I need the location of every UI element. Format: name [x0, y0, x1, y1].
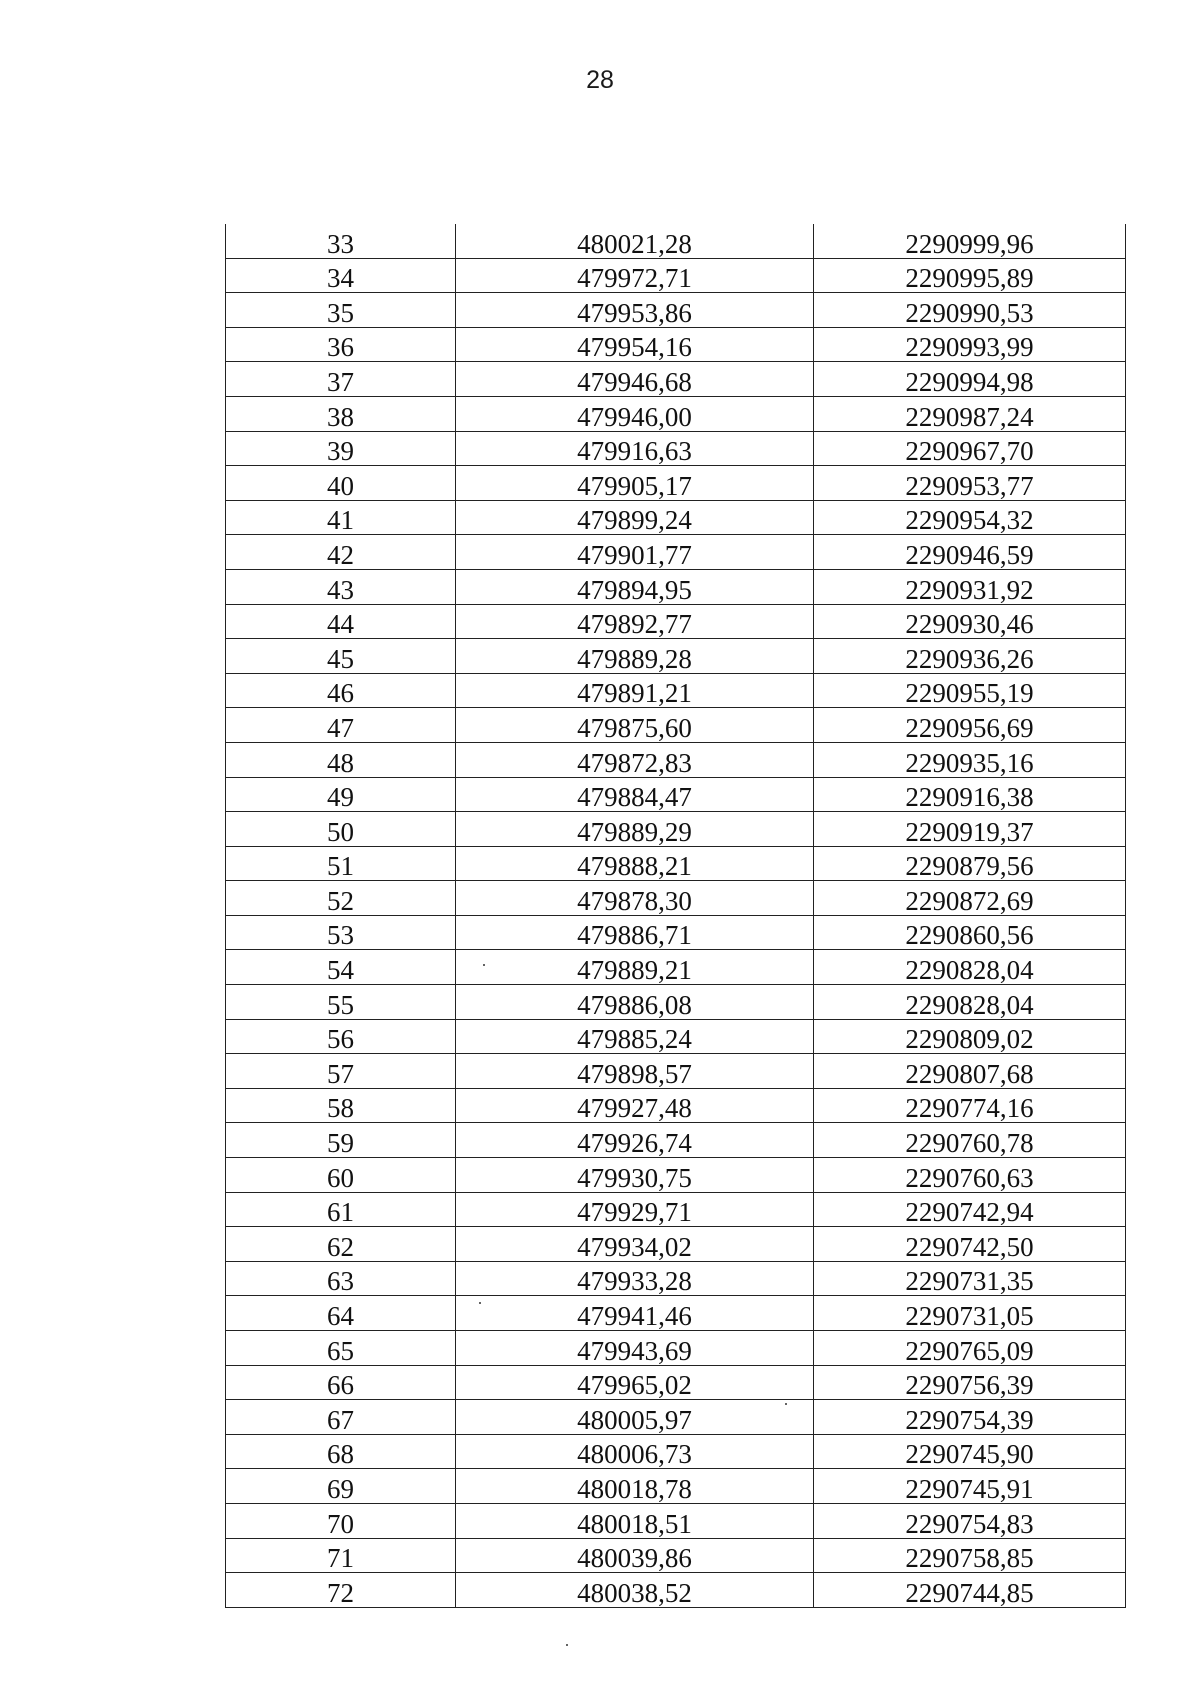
table-row	[226, 327, 1126, 362]
point-number-cell: 41	[226, 500, 456, 535]
table-row	[226, 1573, 1126, 1608]
x-coordinate-cell: 479965,02	[456, 1365, 814, 1400]
point-number-cell: 45	[226, 639, 456, 674]
table-row	[226, 396, 1126, 431]
x-coordinate-cell: 480018,78	[456, 1469, 814, 1504]
x-coordinate-cell: 479972,71	[456, 258, 814, 293]
y-coordinate-cell: 2290872,69	[814, 881, 1126, 916]
x-coordinate-cell: 480038,52	[456, 1573, 814, 1608]
x-coordinate-cell: 479889,21	[456, 950, 814, 985]
x-coordinate-cell: 479886,71	[456, 915, 814, 950]
point-number-cell: 68	[226, 1434, 456, 1469]
x-coordinate-cell: 479946,68	[456, 362, 814, 397]
point-number-cell: 66	[226, 1365, 456, 1400]
y-coordinate-cell: 2290742,94	[814, 1192, 1126, 1227]
table-row	[226, 535, 1126, 570]
point-number-cell: 48	[226, 742, 456, 777]
x-coordinate-cell: 479891,21	[456, 673, 814, 708]
point-number-cell: 42	[226, 535, 456, 570]
y-coordinate-cell: 2290946,59	[814, 535, 1126, 570]
y-coordinate-cell: 2290756,39	[814, 1365, 1126, 1400]
y-coordinate-cell: 2290828,04	[814, 985, 1126, 1020]
scan-speck	[785, 1403, 787, 1405]
x-coordinate-cell: 479929,71	[456, 1192, 814, 1227]
x-coordinate-cell: 479934,02	[456, 1227, 814, 1262]
y-coordinate-cell: 2290760,78	[814, 1123, 1126, 1158]
point-number-cell: 58	[226, 1088, 456, 1123]
x-coordinate-cell: 479872,83	[456, 742, 814, 777]
x-coordinate-cell: 479878,30	[456, 881, 814, 916]
x-coordinate-cell: 479926,74	[456, 1123, 814, 1158]
point-number-cell: 44	[226, 604, 456, 639]
table-row	[226, 673, 1126, 708]
table-row	[226, 1538, 1126, 1573]
point-number-cell: 43	[226, 569, 456, 604]
x-coordinate-cell: 479905,17	[456, 466, 814, 501]
y-coordinate-cell: 2290860,56	[814, 915, 1126, 950]
y-coordinate-cell: 2290774,16	[814, 1088, 1126, 1123]
y-coordinate-cell: 2290999,96	[814, 224, 1126, 258]
y-coordinate-cell: 2290931,92	[814, 569, 1126, 604]
table-row	[226, 1088, 1126, 1123]
point-number-cell: 60	[226, 1158, 456, 1193]
table-row	[226, 950, 1126, 985]
x-coordinate-cell: 479953,86	[456, 293, 814, 328]
point-number-cell: 71	[226, 1538, 456, 1573]
y-coordinate-cell: 2290936,26	[814, 639, 1126, 674]
table-row	[226, 604, 1126, 639]
table-row	[226, 500, 1126, 535]
point-number-cell: 38	[226, 396, 456, 431]
point-number-cell: 69	[226, 1469, 456, 1504]
scan-speck	[566, 1644, 568, 1646]
page-number: 28	[586, 66, 614, 94]
x-coordinate-cell: 479884,47	[456, 777, 814, 812]
table-row	[226, 881, 1126, 916]
table-row	[226, 224, 1126, 258]
table-row	[226, 915, 1126, 950]
table-row	[226, 742, 1126, 777]
table-row	[226, 293, 1126, 328]
point-number-cell: 37	[226, 362, 456, 397]
point-number-cell: 61	[226, 1192, 456, 1227]
table-row	[226, 639, 1126, 674]
point-number-cell: 55	[226, 985, 456, 1020]
scan-speck	[483, 964, 485, 966]
point-number-cell: 36	[226, 327, 456, 362]
table-row	[226, 1123, 1126, 1158]
x-coordinate-cell: 480021,28	[456, 224, 814, 258]
table-row	[226, 1054, 1126, 1089]
table-row	[226, 362, 1126, 397]
y-coordinate-cell: 2290953,77	[814, 466, 1126, 501]
point-number-cell: 56	[226, 1019, 456, 1054]
point-number-cell: 33	[226, 224, 456, 258]
x-coordinate-cell: 479901,77	[456, 535, 814, 570]
y-coordinate-cell: 2290993,99	[814, 327, 1126, 362]
y-coordinate-cell: 2290807,68	[814, 1054, 1126, 1089]
point-number-cell: 39	[226, 431, 456, 466]
point-number-cell: 49	[226, 777, 456, 812]
table-row	[226, 1365, 1126, 1400]
y-coordinate-cell: 2290809,02	[814, 1019, 1126, 1054]
x-coordinate-cell: 480018,51	[456, 1503, 814, 1538]
point-number-cell: 52	[226, 881, 456, 916]
point-number-cell: 67	[226, 1400, 456, 1435]
y-coordinate-cell: 2290987,24	[814, 396, 1126, 431]
point-number-cell: 34	[226, 258, 456, 293]
y-coordinate-cell: 2290967,70	[814, 431, 1126, 466]
point-number-cell: 47	[226, 708, 456, 743]
y-coordinate-cell: 2290731,35	[814, 1261, 1126, 1296]
x-coordinate-cell: 480006,73	[456, 1434, 814, 1469]
y-coordinate-cell: 2290930,46	[814, 604, 1126, 639]
point-number-cell: 59	[226, 1123, 456, 1158]
y-coordinate-cell: 2290879,56	[814, 846, 1126, 881]
y-coordinate-cell: 2290990,53	[814, 293, 1126, 328]
point-number-cell: 62	[226, 1227, 456, 1262]
table-row	[226, 1434, 1126, 1469]
table-row	[226, 569, 1126, 604]
table-row	[226, 777, 1126, 812]
table-row	[226, 466, 1126, 501]
y-coordinate-cell: 2290754,83	[814, 1503, 1126, 1538]
table-row	[226, 1469, 1126, 1504]
scan-speck	[479, 1302, 481, 1304]
y-coordinate-cell: 2290994,98	[814, 362, 1126, 397]
y-coordinate-cell: 2290916,38	[814, 777, 1126, 812]
x-coordinate-cell: 479933,28	[456, 1261, 814, 1296]
x-coordinate-cell: 479954,16	[456, 327, 814, 362]
y-coordinate-cell: 2290919,37	[814, 812, 1126, 847]
table-row	[226, 985, 1126, 1020]
point-number-cell: 63	[226, 1261, 456, 1296]
point-number-cell: 72	[226, 1573, 456, 1608]
coordinates-table	[225, 224, 1126, 1608]
x-coordinate-cell: 479875,60	[456, 708, 814, 743]
y-coordinate-cell: 2290760,63	[814, 1158, 1126, 1193]
x-coordinate-cell: 479889,29	[456, 812, 814, 847]
y-coordinate-cell: 2290935,16	[814, 742, 1126, 777]
y-coordinate-cell: 2290995,89	[814, 258, 1126, 293]
y-coordinate-cell: 2290754,39	[814, 1400, 1126, 1435]
y-coordinate-cell: 2290744,85	[814, 1573, 1126, 1608]
point-number-cell: 54	[226, 950, 456, 985]
y-coordinate-cell: 2290745,90	[814, 1434, 1126, 1469]
x-coordinate-cell: 479898,57	[456, 1054, 814, 1089]
y-coordinate-cell: 2290742,50	[814, 1227, 1126, 1262]
y-coordinate-cell: 2290955,19	[814, 673, 1126, 708]
x-coordinate-cell: 479888,21	[456, 846, 814, 881]
x-coordinate-cell: 479899,24	[456, 500, 814, 535]
table-row	[226, 812, 1126, 847]
x-coordinate-cell: 479941,46	[456, 1296, 814, 1331]
y-coordinate-cell: 2290731,05	[814, 1296, 1126, 1331]
y-coordinate-cell: 2290765,09	[814, 1331, 1126, 1366]
x-coordinate-cell: 479892,77	[456, 604, 814, 639]
point-number-cell: 40	[226, 466, 456, 501]
point-number-cell: 64	[226, 1296, 456, 1331]
x-coordinate-cell: 479927,48	[456, 1088, 814, 1123]
table-row	[226, 1227, 1126, 1262]
table-row	[226, 1158, 1126, 1193]
table-row	[226, 431, 1126, 466]
point-number-cell: 51	[226, 846, 456, 881]
table-row	[226, 1019, 1126, 1054]
point-number-cell: 65	[226, 1331, 456, 1366]
y-coordinate-cell: 2290956,69	[814, 708, 1126, 743]
y-coordinate-cell: 2290745,91	[814, 1469, 1126, 1504]
table-row	[226, 1192, 1126, 1227]
x-coordinate-cell: 479930,75	[456, 1158, 814, 1193]
table-row	[226, 1503, 1126, 1538]
point-number-cell: 35	[226, 293, 456, 328]
x-coordinate-cell: 480039,86	[456, 1538, 814, 1573]
x-coordinate-cell: 479886,08	[456, 985, 814, 1020]
table-row	[226, 1331, 1126, 1366]
point-number-cell: 70	[226, 1503, 456, 1538]
point-number-cell: 46	[226, 673, 456, 708]
x-coordinate-cell: 479894,95	[456, 569, 814, 604]
table-row	[226, 1296, 1126, 1331]
table-row	[226, 1400, 1126, 1435]
x-coordinate-cell: 479943,69	[456, 1331, 814, 1366]
point-number-cell: 53	[226, 915, 456, 950]
x-coordinate-cell: 479885,24	[456, 1019, 814, 1054]
table-row	[226, 708, 1126, 743]
x-coordinate-cell: 480005,97	[456, 1400, 814, 1435]
table-row	[226, 1261, 1126, 1296]
point-number-cell: 50	[226, 812, 456, 847]
y-coordinate-cell: 2290758,85	[814, 1538, 1126, 1573]
x-coordinate-cell: 479916,63	[456, 431, 814, 466]
x-coordinate-cell: 479889,28	[456, 639, 814, 674]
y-coordinate-cell: 2290828,04	[814, 950, 1126, 985]
table-row	[226, 258, 1126, 293]
x-coordinate-cell: 479946,00	[456, 396, 814, 431]
table-row	[226, 846, 1126, 881]
point-number-cell: 57	[226, 1054, 456, 1089]
y-coordinate-cell: 2290954,32	[814, 500, 1126, 535]
coordinates-table-body	[226, 224, 1126, 1607]
